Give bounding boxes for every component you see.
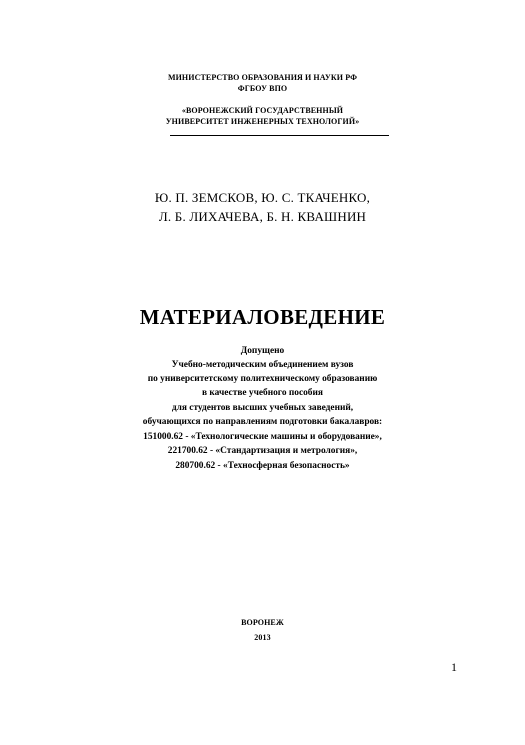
header-rule [170, 135, 389, 136]
university-name-line2: УНИВЕРСИТЕТ ИНЖЕНЕРНЫХ ТЕХНОЛОГИЙ» [165, 117, 360, 126]
university-name-line1: «ВОРОНЕЖСКИЙ ГОСУДАРСТВЕННЫЙ [181, 106, 344, 115]
ministry-name: МИНИСТЕРСТВО ОБРАЗОВАНИЯ И НАУКИ РФ [167, 73, 358, 82]
authors-line1: Ю. П. ЗЕМСКОВ, Ю. С. ТКАЧЕНКО, [154, 190, 371, 205]
approval-line: 151000.62 - «Технологические машины и оборудование», [143, 432, 382, 442]
approval-line: 221700.62 - «Стандартизация и метрология», [167, 446, 358, 456]
approval-line: обучающихся по направлениям подготовки бакалавров: [142, 417, 383, 427]
publication-city: ВОРОНЕЖ [241, 618, 284, 627]
institution-type: ФГБОУ ВПО [237, 84, 288, 93]
document-title: МАТЕРИАЛОВЕДЕНИЕ [139, 305, 386, 329]
publication-year: 2013 [254, 633, 271, 642]
approval-line: для студентов высших учебных заведений, [171, 403, 354, 413]
approval-line: 280700.62 - «Техносферная безопасность» [175, 461, 350, 471]
page-number: 1 [451, 660, 457, 674]
approval-line: Допущено [240, 346, 285, 356]
approval-line: в качестве учебного пособия [202, 388, 323, 398]
authors-line2: Л. Б. ЛИХАЧЕВА, Б. Н. КВАШНИН [158, 209, 367, 224]
approval-line: по университетскому политехническому образованию [147, 374, 378, 384]
approval-line: Учебно-методическим объединением вузов [171, 360, 354, 370]
